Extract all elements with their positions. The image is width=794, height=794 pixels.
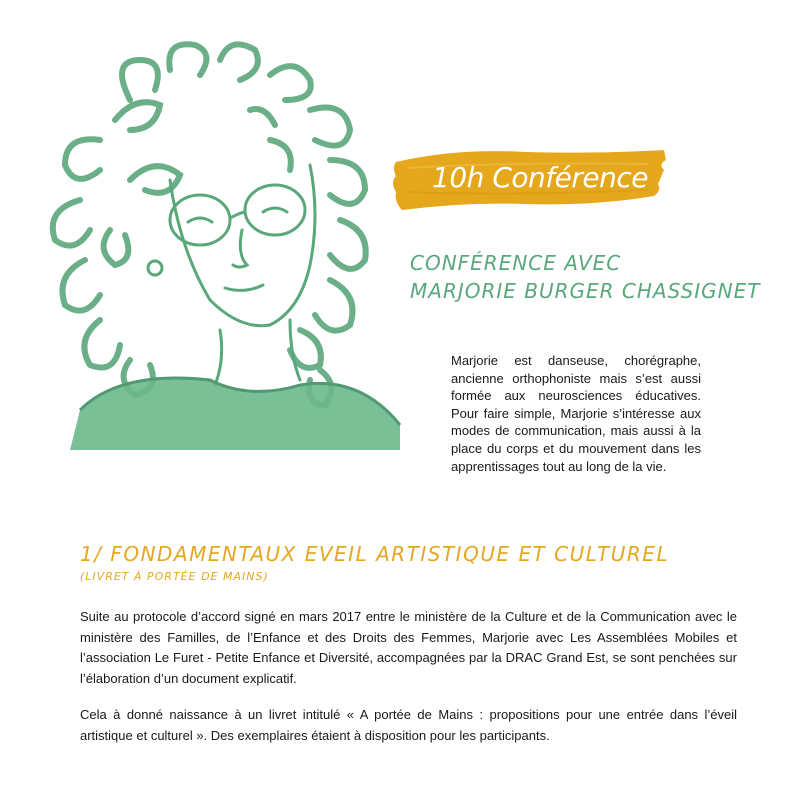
conference-title-line2: MARJORIE BURGER CHASSIGNET [410, 279, 761, 303]
portrait-illustration [20, 30, 420, 460]
conference-title-line1: CONFÉRENCE AVEC [410, 251, 622, 275]
conference-title [410, 249, 790, 305]
banner-label: 10h Conférence [432, 160, 648, 194]
paragraph-protocol: Suite au protocole d’accord signé en mars 2017 entre le ministère de la Culture et de la Communication avec le ministère des Familles, de l’Enfance et des Droits des Femmes, Marjorie avec Les Assemblées Mobiles et l’association Le Furet - Petite Enfance et Diversité, accompagnées par la DRAC Grand Est, se sont penchées sur l’élaboration d’un document explicatif. [80, 609, 737, 686]
section-title: 1/ FONDAMENTAUX EVEIL ARTISTIQUE ET CULTUREL [80, 542, 670, 566]
speaker-bio: Marjorie est danseuse, chorégraphe, ancienne orthophoniste mais s’est aussi formée aux neurosciences éducatives. Pour faire simple, Marjorie s’intéresse aux modes de communication, mais aussi à la place du corps et du mouvement dans les apprentissages tout au long de la vie. [451, 353, 701, 474]
paragraph-booklet: Cela à donné naissance à un livret intitulé « A portée de Mains : propositions pour une entrée dans l’éveil artistique et culturel ». Des exemplaires étaient à disposition pour les participants. [80, 707, 737, 743]
section-subtitle: (LIVRET À PORTÉE DE MAINS) [80, 570, 269, 583]
